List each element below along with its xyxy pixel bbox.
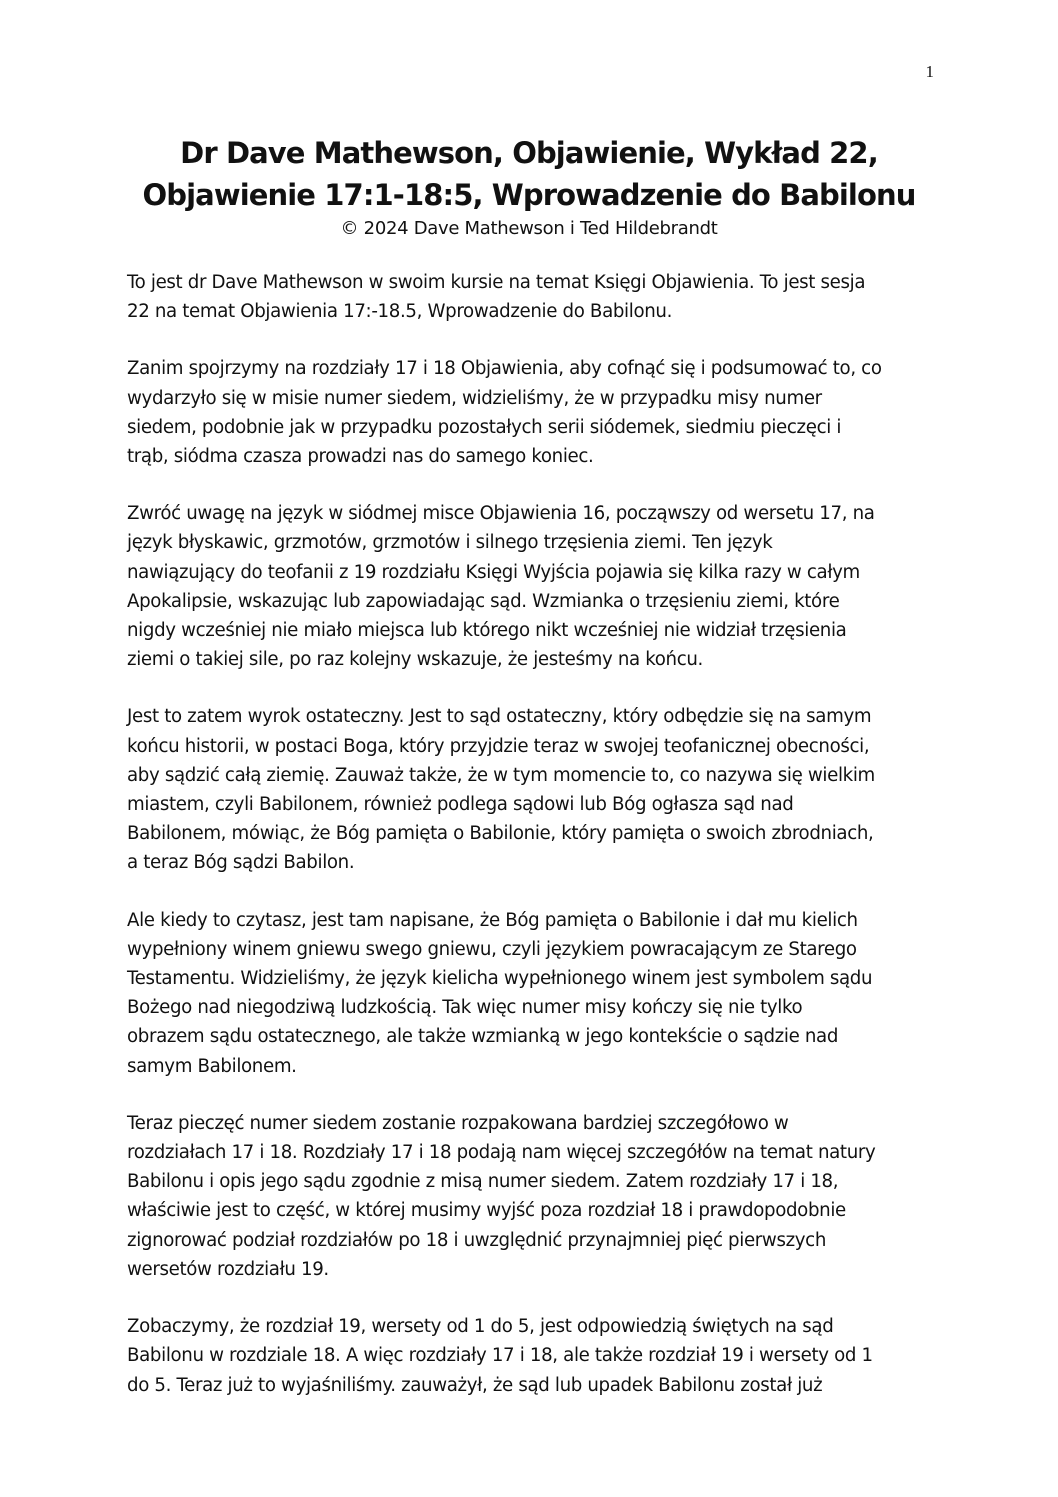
paragraph [127, 702, 957, 877]
text-line: Apokalipsie, wskazując lub zapowiadając sąd. Wzmianka o trzęsieniu ziemi, które [127, 590, 840, 612]
text-line: wydarzyło się w misie numer siedem, widzieliśmy, że w przypadku misy numer [127, 387, 822, 409]
text-line: Ale kiedy to czytasz, jest tam napisane, że Bóg pamięta o Babilonie i dał mu kielich [127, 909, 858, 931]
text-line: Teraz pieczęć numer siedem zostanie rozpakowana bardziej szczegółowo w [127, 1112, 789, 1134]
title-line-1: Dr Dave Mathewson, Objawienie, Wykład 22, [180, 136, 878, 170]
text-line: Testamentu. Widzieliśmy, że język kielicha wypełnionego winem jest symbolem sądu [127, 968, 873, 990]
paragraph [127, 1109, 957, 1284]
paragraph [127, 906, 957, 1081]
text-line: To jest dr Dave Mathewson w swoim kursie na temat Księgi Objawienia. To jest sesja [127, 272, 866, 293]
text-line: język błyskawic, grzmotów, grzmotów i silnego trzęsienia ziemi. Ten język [127, 532, 773, 554]
text-line: nigdy wcześniej nie miało miejsca lub którego nikt wcześniej nie widział trzęsienia [127, 620, 847, 642]
text-line: 22 na temat Objawienia 17:-18.5, Wprowadzenie do Babilonu. [127, 301, 673, 323]
text-line: trąb, siódma czasza prowadzi nas do samego koniec. [127, 446, 594, 468]
text-line: rozdziałach 17 i 18. Rozdziały 17 i 18 podają nam więcej szczegółów na temat natury [127, 1142, 876, 1164]
text-line: obrazem sądu ostatecznego, ale także wzmianką w jego kontekście o sądzie nad [127, 1026, 839, 1048]
text-line: samym Babilonem. [127, 1055, 297, 1077]
text-line: Babilonu i opis jego sądu zgodnie z misą numer siedem. Zatem rozdziały 17 i 18, [127, 1171, 839, 1193]
text-line: wersetów rozdziału 19. [127, 1258, 329, 1280]
text-line: Zanim spojrzymy na rozdziały 17 i 18 Objawienia, aby cofnąć się i podsumować to, co [127, 358, 882, 380]
paragraph [127, 1312, 957, 1400]
text-line: Bożego nad niegodziwą ludzkością. Tak więc numer misy kończy się nie tylko [127, 997, 803, 1019]
text-line: Zwróć uwagę na język w siódmej misce Objawienia 16, począwszy od wersetu 17, na [127, 503, 875, 525]
text-line: końcu historii, w postaci Boga, który przyjdzie teraz w swojej teofanicznej obecności, [127, 735, 870, 757]
text-line: Babilonu w rozdziale 18. A więc rozdziały 17 i 18, ale także rozdział 19 i wersety od 1 [127, 1345, 873, 1367]
text-line: miastem, czyli Babilonem, również podlega sądowi lub Bóg ogłasza sąd nad [127, 794, 794, 816]
text-line: Jest to zatem wyrok ostateczny. Jest to sąd ostateczny, który odbędzie się na samym [127, 706, 872, 728]
title-line-2: Objawienie 17:1-18:5, Wprowadzenie do Babilonu [142, 178, 916, 212]
text-line: a teraz Bóg sądzi Babilon. [127, 852, 355, 874]
text-line: Zobaczymy, że rozdział 19, wersety od 1 do 5, jest odpowiedzią świętych na sąd [127, 1316, 834, 1338]
title-block [100, 132, 958, 242]
paragraph [127, 499, 957, 674]
text-line: Babilonem, mówiąc, że Bóg pamięta o Babilonie, który pamięta o swoich zbrodniach, [127, 823, 874, 845]
body-text [127, 268, 957, 1428]
text-line: siedem, podobnie jak w przypadku pozostałych serii siódemek, siedmiu pieczęci i [127, 416, 842, 438]
text-line: nawiązujący do teofanii z 19 rozdziału Księgi Wyjścia pojawia się kilka razy w całym [127, 561, 860, 583]
text-line: wypełniony winem gniewu swego gniewu, czyli językiem powracającym ze Starego [127, 938, 857, 960]
text-line: do 5. Teraz już to wyjaśniliśmy. zauważył, że sąd lub upadek Babilonu został już [127, 1374, 823, 1396]
paragraph [127, 268, 957, 326]
text-line: właściwie jest to część, w której musimy wyjść poza rozdział 18 i prawdopodobnie [127, 1200, 846, 1222]
copyright-notice: © 2024 Dave Mathewson i Ted Hildebrandt [340, 218, 718, 239]
text-line: ziemi o takiej sile, po raz kolejny wskazuje, że jesteśmy na końcu. [127, 649, 703, 671]
page-number: 1 [925, 62, 934, 81]
text-line: aby sądzić całą ziemię. Zauważ także, że w tym momencie to, co nazywa się wielkim [127, 764, 875, 786]
paragraph [127, 354, 957, 471]
text-line: zignorować podział rozdziałów po 18 i uwzględnić przynajmniej pięć pierwszych [127, 1229, 827, 1251]
